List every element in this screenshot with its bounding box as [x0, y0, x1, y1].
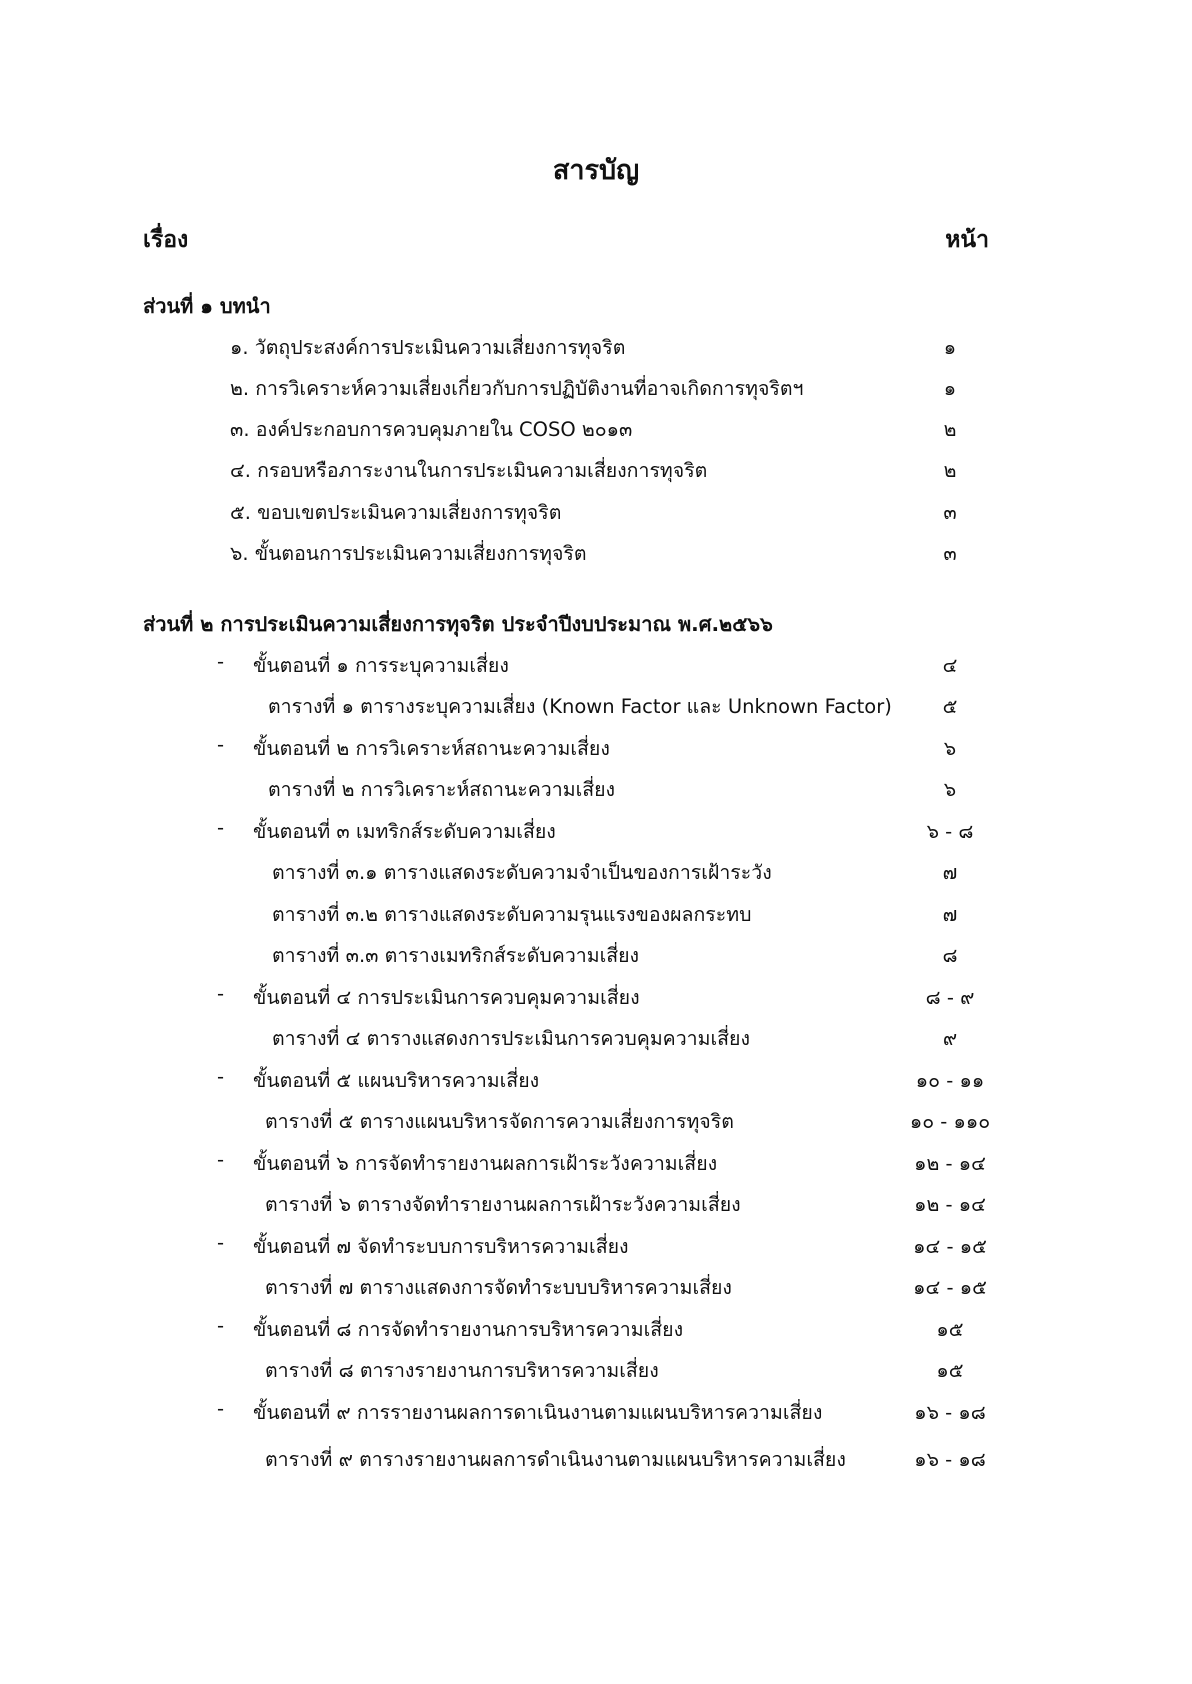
toc-entry-text: ตารางที่ ๕ ตารางแผนบริหารจัดการความเสี่ยงการทุจริต [265, 1110, 734, 1133]
toc-entry [0, 1189, 1192, 1223]
toc-entry [0, 1272, 1192, 1306]
toc-entry [0, 650, 1192, 684]
toc-entry-text: ตารางที่ ๘ ตารางรายงานการบริหารความเสี่ยง [265, 1359, 659, 1382]
toc-entry-text: ๕. ขอบเขตประเมินความเสี่ยงการทุจริต [230, 501, 562, 524]
toc-entry-page: ๑๐ - ๑๑๐ [909, 1110, 991, 1133]
toc-entry-text: ตารางที่ ๖ ตารางจัดทำรายงานผลการเฝ้าระวังความเสี่ยง [265, 1193, 741, 1216]
toc-entry-page: ๖ - ๘ [926, 820, 974, 843]
toc-entry-page: ๓ [943, 542, 957, 565]
toc-entry-page: ๙ [942, 1027, 958, 1050]
toc-entry-text: ตารางที่ ๓.๒ ตารางแสดงระดับความรุนแรงของผลกระทบ [272, 903, 752, 926]
toc-entry-page: ๑๔ - ๑๕ [913, 1276, 987, 1299]
toc-entry-page: ๑๖ - ๑๘ [914, 1401, 986, 1424]
list-dash: - [217, 982, 225, 1005]
toc-entry-page: ๓ [943, 501, 957, 524]
toc-entry-text: ขั้นตอนที่ ๘ การจัดทำรายงานการบริหารความเสี่ยง [253, 1318, 684, 1341]
list-dash: - [217, 816, 225, 839]
toc-entry [0, 414, 1192, 448]
toc-entry-page: ๗ [942, 861, 958, 884]
toc-entry-page: ๘ - ๙ [925, 986, 975, 1009]
page-title: สารบัญ [552, 155, 640, 186]
toc-entry [0, 940, 1192, 974]
list-dash: - [217, 1148, 225, 1171]
part2-heading-row [0, 608, 1192, 642]
toc-entry-page: ๑๐ - ๑๑ [915, 1069, 985, 1092]
toc-entry-page: ๗ [942, 903, 958, 926]
toc-entry-page: ๖ [943, 778, 957, 801]
toc-entry-page: ๘ [942, 944, 958, 967]
toc-entry-text: ขั้นตอนที่ ๙ การรายงานผลการดาเนินงานตามแผนบริหารความเสี่ยง [253, 1401, 823, 1424]
list-dash: - [217, 1065, 225, 1088]
part1-heading-row [0, 290, 1192, 324]
column-header-page: หน้า [945, 227, 989, 253]
toc-entry-text: ตารางที่ ๔ ตารางแสดงการประเมินการควบคุมความเสี่ยง [272, 1027, 750, 1050]
toc-entry [0, 774, 1192, 808]
toc-entry-text: ตารางที่ ๗ ตารางแสดงการจัดทำระบบบริหารความเสี่ยง [265, 1276, 732, 1299]
toc-entry [0, 1314, 1192, 1348]
toc-entry [0, 332, 1192, 366]
toc-entry [0, 1106, 1192, 1140]
toc-entry-text: ตารางที่ ๒ การวิเคราะห์สถานะความเสี่ยง [268, 778, 616, 801]
toc-entry-text: ขั้นตอนที่ ๓ เมทริกส์ระดับความเสี่ยง [253, 820, 556, 843]
toc-entry [0, 1397, 1192, 1431]
toc-entry-text: ตารางที่ ๓.๓ ตารางเมทริกส์ระดับความเสี่ยง [272, 944, 640, 967]
toc-entry-page: ๑๕ [936, 1359, 964, 1382]
toc-entry [0, 691, 1192, 725]
part2-heading: ส่วนที่ ๒ การประเมินความเสี่ยงการทุจริต ประจำปีงบประมาณ พ.ศ.๒๕๖๖ [143, 612, 773, 636]
toc-entry-text: ๒. การวิเคราะห์ความเสี่ยงเกี่ยวกับการปฏิบัติงานที่อาจเกิดการทุจริตฯ [230, 377, 804, 400]
toc-entry-page: ๑๕ [936, 1318, 964, 1341]
toc-entry-text: ตารางที่ ๙ ตารางรายงานผลการดำเนินงานตามแผนบริหารความเสี่ยง [265, 1448, 846, 1471]
toc-entry-text: ขั้นตอนที่ ๑ การระบุความเสี่ยง [253, 654, 509, 677]
list-dash: - [217, 650, 225, 673]
toc-entry-page: ๑ [943, 377, 957, 400]
toc-entry [0, 455, 1192, 489]
toc-entry [0, 1444, 1192, 1478]
list-dash: - [217, 1397, 225, 1420]
toc-entry-page: ๖ [943, 737, 957, 760]
toc-entry [0, 1148, 1192, 1182]
toc-entry-text: ขั้นตอนที่ ๒ การวิเคราะห์สถานะความเสี่ยง [253, 737, 610, 760]
toc-entry-text: ขั้นตอนที่ ๖ การจัดทำรายงานผลการเฝ้าระวังความเสี่ยง [253, 1152, 718, 1175]
toc-entry [0, 1065, 1192, 1099]
toc-entry-page: ๔ [942, 654, 958, 677]
toc-entry-page: ๑๔ - ๑๕ [913, 1235, 987, 1258]
column-header-subject: เรื่อง [143, 227, 189, 253]
toc-entry-page: ๑๒ - ๑๔ [914, 1152, 986, 1175]
toc-entry-text: ขั้นตอนที่ ๗ จัดทำระบบการบริหารความเสี่ยง [253, 1235, 629, 1258]
toc-entry-page: ๕ [942, 695, 958, 718]
part1-heading: ส่วนที่ ๑ บทนำ [143, 294, 271, 318]
toc-entry-text: ๔. กรอบหรือภาระงานในการประเมินความเสี่ยงการทุจริต [230, 459, 708, 482]
toc-entry-text: ๑. วัตถุประสงค์การประเมินความเสี่ยงการทุจริต [230, 336, 626, 359]
toc-entry-page: ๑ [943, 336, 957, 359]
toc-entry-page: ๒ [943, 459, 957, 482]
toc-entry [0, 538, 1192, 572]
list-dash: - [217, 1314, 225, 1337]
toc-entry [0, 373, 1192, 407]
toc-entry [0, 1023, 1192, 1057]
toc-entry [0, 899, 1192, 933]
toc-entry [0, 1355, 1192, 1389]
toc-entry-text: ตารางที่ ๑ ตารางระบุความเสี่ยง (Known Factor และ Unknown Factor) [268, 695, 892, 718]
list-dash: - [217, 1231, 225, 1254]
toc-entry [0, 982, 1192, 1016]
toc-entry [0, 816, 1192, 850]
toc-entry-text: ขั้นตอนที่ ๕ แผนบริหารความเสี่ยง [253, 1069, 540, 1092]
toc-entry [0, 857, 1192, 891]
toc-entry [0, 497, 1192, 531]
toc-entry [0, 1231, 1192, 1265]
toc-entry-text: ๓. องค์ประกอบการควบคุมภายใน COSO ๒๐๑๓ [230, 418, 633, 441]
toc-entry-page: ๒ [943, 418, 957, 441]
toc-entry-page: ๑๖ - ๑๘ [914, 1448, 986, 1471]
toc-entry-text: ๖. ขั้นตอนการประเมินความเสี่ยงการทุจริต [230, 542, 587, 565]
toc-entry-text: ตารางที่ ๓.๑ ตารางแสดงระดับความจำเป็นของการเฝ้าระวัง [272, 861, 772, 884]
toc-entry-text: ขั้นตอนที่ ๔ การประเมินการควบคุมความเสี่ยง [253, 986, 640, 1009]
toc-entry-page: ๑๒ - ๑๔ [914, 1193, 986, 1216]
toc-entry [0, 733, 1192, 767]
list-dash: - [217, 733, 225, 756]
